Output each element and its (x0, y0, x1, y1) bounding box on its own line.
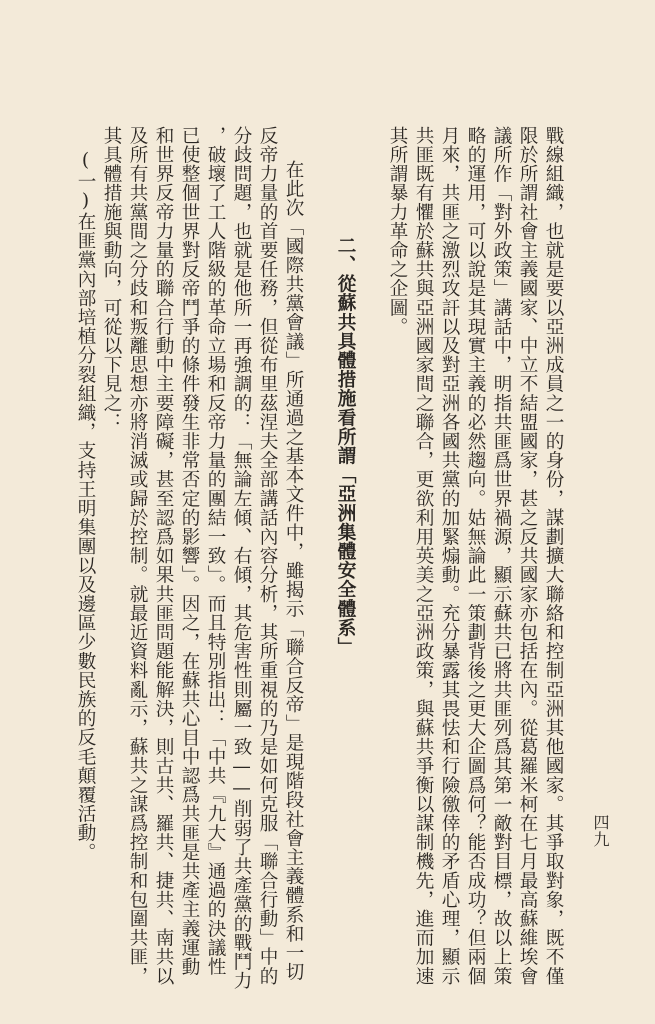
text-column: 月來，共匪之激烈攻訐以及對亞洲各國共黨的加緊煽動。充分暴露其畏怯和行險徼倖的矛盾心理，顯示 (439, 126, 460, 986)
text-column: 其具體措施與動向，可從以下見之： (101, 126, 122, 432)
text-column: ，破壞了工人階級的革命立場和反帝力量的團結一致」。而且特別指出：「中共『九大』通過的決議性 (205, 126, 226, 977)
text-column: 限於所謂社會主義國家、中立不結盟國家，甚之反共國家亦包括在內。從葛羅米柯在七月最高蘇維埃會 (517, 126, 538, 986)
text-column: 議所作「對外政策」講話中，明指共匪爲世界禍源，顯示蘇共已將共匪列爲其第一敵對目標，故以上策 (491, 126, 512, 986)
text-column: 及所有共黨間之分歧和叛離思想亦將消滅或歸於控制。就最近資料亂示，蘇共之謀爲控制和包圍共匪， (127, 126, 148, 986)
text-column: 在此次「國際共黨會議」所通過之基本文件中，雖揭示「聯合反帝」是現階段社會主義體系和一切 (283, 160, 304, 982)
text-column: 戰線組織，也就是要以亞洲成員之一的身份，謀劃擴大聯絡和控制亞洲其他國家。其爭取對象，既不僅 (543, 126, 564, 986)
text-column: 其所謂暴力革命之企圖。 (387, 126, 408, 337)
section-heading: 二、從蘇共具體措施看所謂「亞洲集體安全體系」 (335, 236, 356, 657)
page-number: 四九 (591, 814, 610, 848)
text-column: 略的運用，可以說是其現實主義的必然趨向。姑無論此一策劃背後之更大企圖爲何？能否成功？但兩個 (465, 126, 486, 986)
text-column: 已使整個世界對反帝鬥爭的條件發生非常否定的影響」。因之，在蘇共心目中認爲共匪是共產主義運動 (179, 126, 200, 977)
text-column: 和世界反帝力量的聯合行動中主要障礙，甚至認爲如果共匪問題能解決，則古共、羅共、捷共、南共以 (153, 126, 174, 986)
text-column: 反帝力量的首要任務，但從布里茲涅夫全部講話內容分析，其所重視的乃是如何克服「聯合行動」中的 (257, 126, 278, 986)
text-column: 分歧問題，也就是他所一再強調的：「無論左傾、右傾，其危害性則屬一致——削弱了共產黨的戰鬥力 (231, 126, 252, 991)
text-column: (一)在匪黨內部培植分裂組織，支持王明集團以及邊區少數民族的反毛顛覆活動。 (75, 150, 96, 862)
text-column: 共匪既有懼於蘇共與亞洲國家間之聯合，更欲利用英美之亞洲政策，與蘇共爭衡以謀制機先，進而加速 (413, 126, 434, 986)
